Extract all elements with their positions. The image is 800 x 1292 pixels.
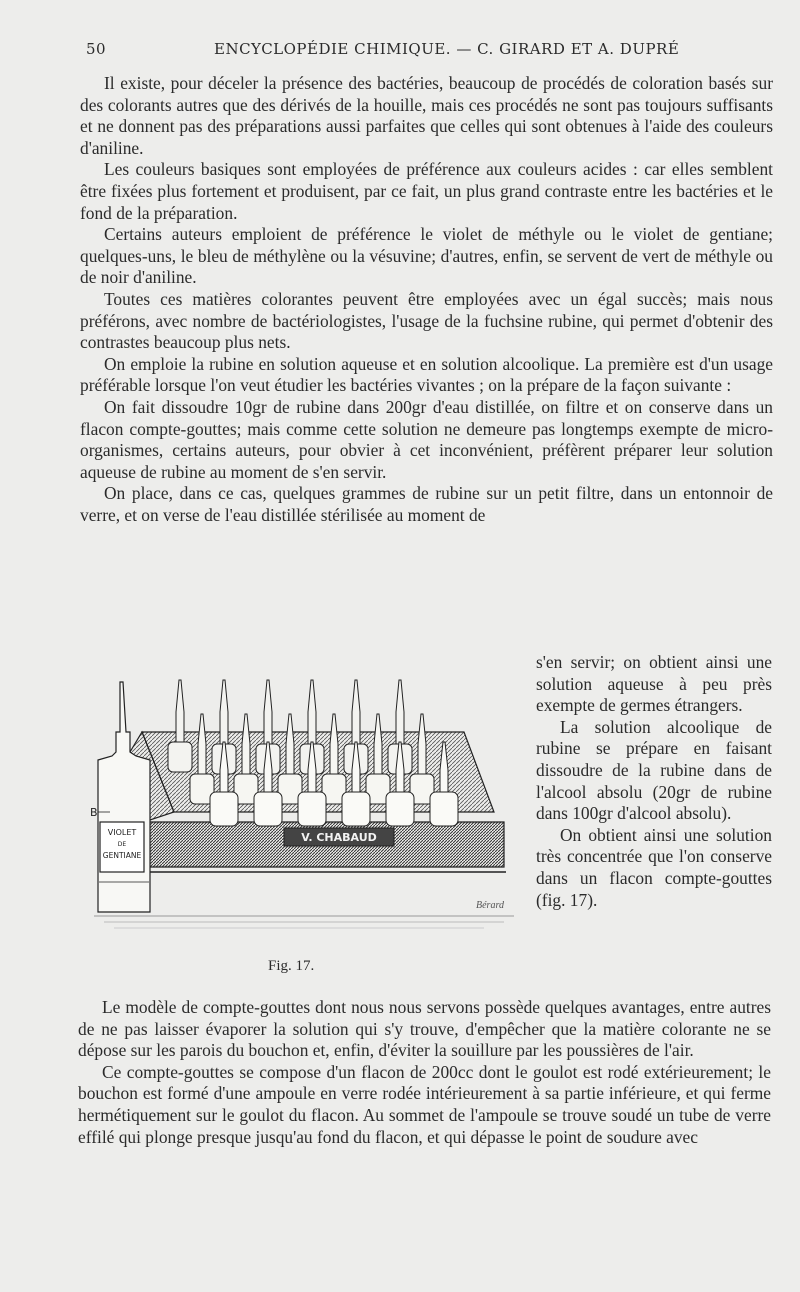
paragraph: s'en servir; on obtient ainsi une solution aqueuse à peu près exempte de germes étrangers. <box>536 652 772 716</box>
bottle-label-line-3: GENTIANE <box>102 851 142 860</box>
paragraph: Ce compte-gouttes se compose d'un flacon de 200cc dont le goulot est rodé extérieurement; le bouchon est formé d'une ampoule en verre rodée intérieurement à sa partie inférieure, et qui ferme hermétiquement sur le goulot du flacon. Au sommet de l'ampoule se trouve soudé un tube de verre effilé qui plonge presque jusqu'au fond du flacon, et qui dépasse le point de soudure avec <box>78 1061 771 1147</box>
bottle-label-line-2: DE <box>117 841 127 848</box>
paragraph: Certains auteurs emploient de préférence le violet de méthyle ou le violet de gentiane; quelques-uns, le bleu de méthylène ou la vésuvine; d'autres, enfin, se servent de vert de méthyle ou de noir d'aniline. <box>80 224 773 288</box>
figure-17-illustration <box>84 672 520 942</box>
paragraph: Toutes ces matières colorantes peuvent être employées avec un égal succès; mais nous préférons, avec nombre de bactériologistes, l'usage de la fuchsine rubine, qui permet d'obtenir des contrastes beaucoup plus nets. <box>80 288 773 353</box>
paragraph: La solution alcoolique de rubine se prépare en faisant dissoudre de la rubine dans de l'alcool absolu (20gr de rubine dans 100gr d'alcool absolu). <box>536 716 772 824</box>
paragraph: Les couleurs basiques sont employées de préférence aux couleurs acides : car elles semblent être fixées plus fortement et produisent, par ce fait, un plus grand contraste entre les bactéries et le fond de la préparation. <box>80 159 773 223</box>
body-text-side <box>536 652 772 911</box>
body-text-bottom <box>78 997 771 1148</box>
paragraph: Le modèle de compte-gouttes dont nous nous servons possède quelques avantages, entre autres de ne pas laisser évaporer la solution qui s'y trouve, d'empêcher que la matière colorante ne se dépose sur les parois du bouchon et, enfin, d'éviter la souillure par les poussières de l'air. <box>78 997 771 1061</box>
paragraph: Il existe, pour déceler la présence des bactéries, beaucoup de procédés de coloration basés sur des colorants autres que des dérivés de la houille, mais ces procédés ne sont pas toujours suffisants et ne donnent pas des préparations aussi parfaites que celles qui sont obtenues à l'aide des couleurs d'aniline. <box>80 73 773 158</box>
body-text-top <box>80 73 773 526</box>
paragraph: On emploie la rubine en solution aqueuse et en solution alcoolique. La première est d'un usage préférable lorsque l'on veut étudier les bactéries vivantes ; on la prépare de la façon suivante : <box>80 353 773 396</box>
bottle-letter-label: B <box>90 806 98 819</box>
violet-gentiane-bottle <box>98 682 150 912</box>
running-title: ENCYCLOPÉDIE CHIMIQUE. — C. GIRARD ET A. DUPRÉ <box>214 40 680 58</box>
figure-caption: Fig. 17. <box>268 958 315 974</box>
page-number: 50 <box>86 40 107 58</box>
paragraph: On fait dissoudre 10gr de rubine dans 200gr d'eau distillée, on filtre et on conserve dans un flacon compte-gouttes; mais comme cette solution ne demeure pas longtemps exempte de micro-organismes, certains auteurs, pour obvier à cet inconvénient, préfèrent préparer leur solution aqueuse de rubine au moment de s'en servir. <box>80 396 773 482</box>
engraver-signature: Bérard <box>476 900 504 911</box>
bottle-label-line-1: VIOLET <box>107 828 137 837</box>
brand-plate-text: V. CHABAUD <box>301 831 377 844</box>
dropper-bottle-rack-drawing <box>84 672 520 942</box>
paragraph: On place, dans ce cas, quelques grammes de rubine sur un petit filtre, dans un entonnoir de verre, et on verse de l'eau distillée stérilisée au moment de <box>80 483 773 525</box>
paragraph: On obtient ainsi une solution très concentrée que l'on conserve dans un flacon compte-gouttes (fig. 17). <box>536 824 772 910</box>
